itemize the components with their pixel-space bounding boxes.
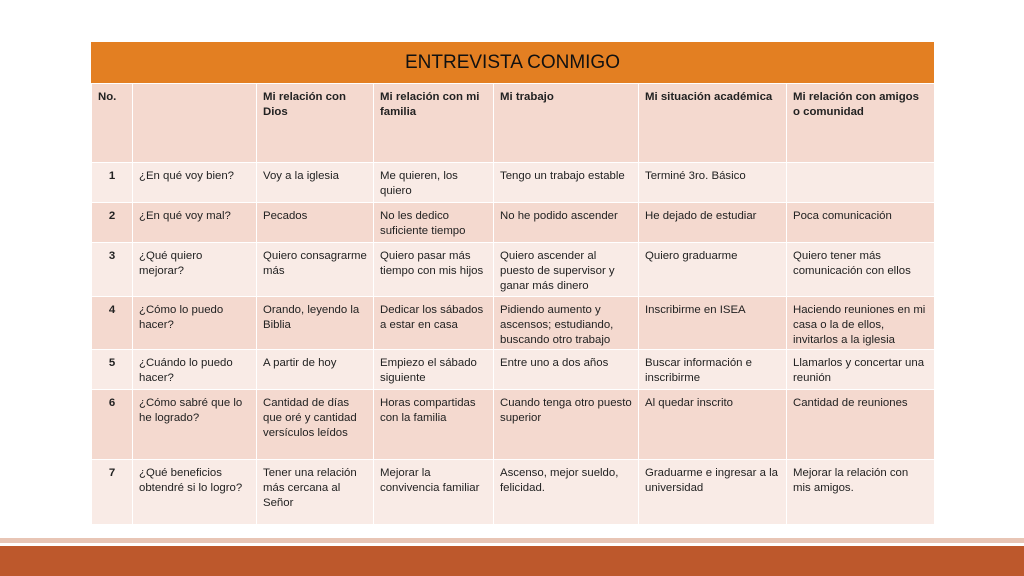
footer-accent-line (0, 538, 1024, 543)
table-row (92, 460, 935, 525)
cell-friends: Poca comunicación (787, 203, 935, 243)
cell-friends: Llamarlos y concertar una reunión (787, 350, 935, 390)
header-friends: Mi relación con amigos o comunidad (787, 84, 935, 163)
header-family: Mi relación con mi familia (374, 84, 494, 163)
cell-god: Pecados (257, 203, 374, 243)
cell-work: Ascenso, mejor sueldo, felicidad. (494, 460, 639, 525)
row-number: 3 (92, 243, 133, 297)
cell-family: No les dedico suficiente tiempo (374, 203, 494, 243)
cell-family: Empiezo el sábado siguiente (374, 350, 494, 390)
table-row (92, 163, 935, 203)
header-no: No. (92, 84, 133, 163)
cell-god: A partir de hoy (257, 350, 374, 390)
cell-family: Dedicar los sábados a estar en casa (374, 297, 494, 350)
cell-work: No he podido ascender (494, 203, 639, 243)
cell-god: Quiero consagrarme más (257, 243, 374, 297)
cell-friends: Haciendo reuniones en mi casa o la de ellos, invitarlos a la iglesia (787, 297, 935, 350)
interview-table (91, 83, 935, 525)
row-question: ¿Cuándo lo puedo hacer? (133, 350, 257, 390)
cell-academic: Terminé 3ro. Básico (639, 163, 787, 203)
header-academic: Mi situación académica (639, 84, 787, 163)
table-row (92, 297, 935, 350)
cell-work: Quiero ascender al puesto de supervisor y ganar más dinero (494, 243, 639, 297)
cell-academic: He dejado de estudiar (639, 203, 787, 243)
row-question: ¿Cómo lo puedo hacer? (133, 297, 257, 350)
row-number: 4 (92, 297, 133, 350)
row-question: ¿En qué voy bien? (133, 163, 257, 203)
cell-god: Voy a la iglesia (257, 163, 374, 203)
cell-academic: Al quedar inscrito (639, 390, 787, 460)
cell-family: Mejorar la convivencia familiar (374, 460, 494, 525)
table-row (92, 350, 935, 390)
header-god: Mi relación con Dios (257, 84, 374, 163)
cell-family: Horas compartidas con la familia (374, 390, 494, 460)
cell-friends (787, 163, 935, 203)
cell-academic: Buscar información e inscribirme (639, 350, 787, 390)
row-number: 6 (92, 390, 133, 460)
cell-family: Quiero pasar más tiempo con mis hijos (374, 243, 494, 297)
cell-friends: Quiero tener más comunicación con ellos (787, 243, 935, 297)
cell-work: Tengo un trabajo estable (494, 163, 639, 203)
cell-academic: Inscribirme en ISEA (639, 297, 787, 350)
cell-academic: Graduarme e ingresar a la universidad (639, 460, 787, 525)
header-row (92, 84, 935, 163)
cell-academic: Quiero graduarme (639, 243, 787, 297)
row-question: ¿Qué quiero mejorar? (133, 243, 257, 297)
row-question: ¿En qué voy mal? (133, 203, 257, 243)
row-question: ¿Cómo sabré que lo he logrado? (133, 390, 257, 460)
table-row (92, 390, 935, 460)
row-number: 1 (92, 163, 133, 203)
cell-god: Cantidad de días que oré y cantidad versículos leídos (257, 390, 374, 460)
row-number: 7 (92, 460, 133, 525)
slide-title: ENTREVISTA CONMIGO (91, 42, 934, 83)
cell-work: Cuando tenga otro puesto superior (494, 390, 639, 460)
header-question (133, 84, 257, 163)
cell-friends: Mejorar la relación con mis amigos. (787, 460, 935, 525)
cell-work: Pidiendo aumento y ascensos; estudiando, buscando otro trabajo (494, 297, 639, 350)
row-number: 5 (92, 350, 133, 390)
footer-bar (0, 546, 1024, 576)
cell-family: Me quieren, los quiero (374, 163, 494, 203)
cell-god: Tener una relación más cercana al Señor (257, 460, 374, 525)
table-row (92, 243, 935, 297)
cell-friends: Cantidad de reuniones (787, 390, 935, 460)
header-work: Mi trabajo (494, 84, 639, 163)
cell-work: Entre uno a dos años (494, 350, 639, 390)
table-row (92, 203, 935, 243)
cell-god: Orando, leyendo la Biblia (257, 297, 374, 350)
row-question: ¿Qué beneficios obtendré si lo logro? (133, 460, 257, 525)
row-number: 2 (92, 203, 133, 243)
